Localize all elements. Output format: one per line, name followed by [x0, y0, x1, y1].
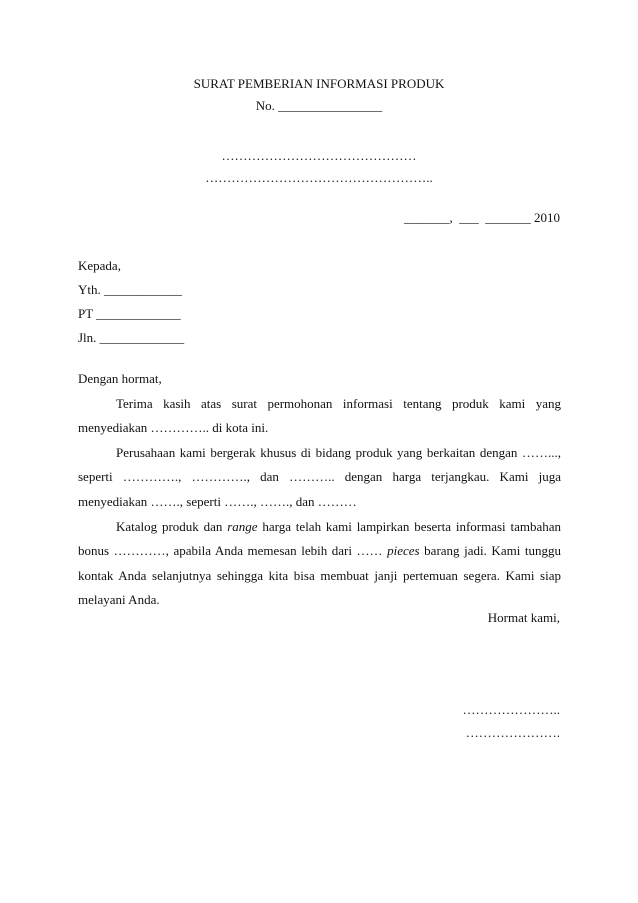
- body-paragraph-1: Terima kasih atas surat permohonan informasi tentang produk kami yang menyediakan ………….. di kota ini.: [78, 395, 561, 436]
- letter-date: _______, ___ _______ 2010: [404, 210, 560, 225]
- signature-line-1: …………………..: [462, 702, 560, 717]
- recipient-kepada: Kepada,: [78, 258, 121, 273]
- paragraph-3-range: range: [227, 518, 258, 534]
- paragraph-3-text-a: Katalog produk dan: [116, 518, 228, 534]
- recipient-pt: PT _____________: [78, 306, 181, 321]
- letter-title: SURAT PEMBERIAN INFORMASI PRODUK: [193, 76, 445, 91]
- closing: Hormat kami,: [487, 610, 560, 625]
- letter-number: No. ________________: [255, 98, 383, 113]
- recipient-address: Jln. _____________: [78, 330, 185, 345]
- header-dotted-line-2: ……………………………………………..: [205, 170, 433, 185]
- body-paragraph-2: Perusahaan kami bergerak khusus di bidang produk yang berkaitan dengan ……..., seperti …………., …………., dan ……….. dengan harga terjangkau. Kami juga menyediakan ……., seperti ……., ……., dan ………: [78, 444, 561, 509]
- header-dotted-line-1: ………………………………………: [221, 148, 417, 163]
- paragraph-3-text-c: barang jadi. Kami tunggu kontak Anda selanjutnya sehingga kita bisa membuat janji pertemuan segera. Kami siap melayani Anda.: [78, 543, 561, 608]
- salutation: Dengan hormat,: [78, 371, 162, 386]
- letter-body: [78, 367, 561, 613]
- signature-line-2: ………………….: [465, 725, 560, 740]
- paragraph-3-text-b: harga telah kami lampirkan beserta informasi tambahan bonus …………, apabila Anda memesan lebih dari ……: [78, 518, 561, 559]
- recipient-yth: Yth. ____________: [78, 282, 182, 297]
- paragraph-3-pieces: pieces: [387, 543, 420, 559]
- body-paragraph-3: [78, 515, 561, 613]
